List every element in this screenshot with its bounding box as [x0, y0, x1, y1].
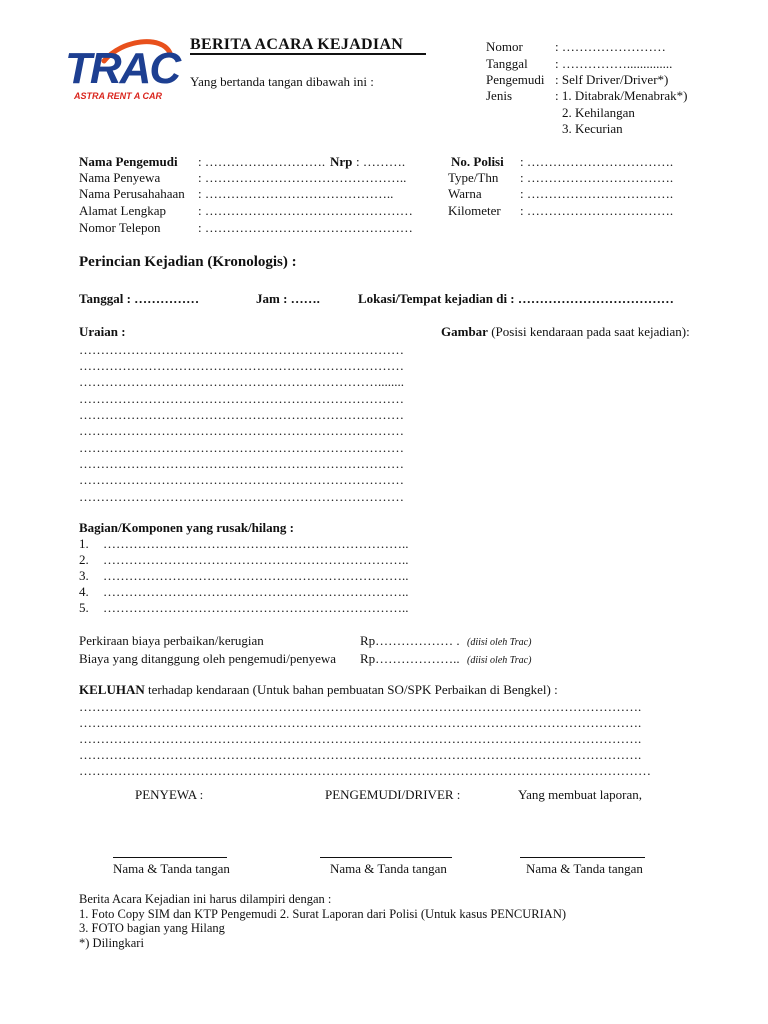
- signature-line-penyewa[interactable]: [113, 857, 227, 858]
- kilometer-label: Kilometer: [448, 203, 501, 218]
- complaint-label: KELUHAN: [79, 682, 145, 697]
- signature-caption: Nama & Tanda tangan: [526, 861, 643, 876]
- signature-role-penyewa: PENYEWA :: [135, 787, 204, 802]
- component-number: 4.: [79, 584, 89, 599]
- alamat-field[interactable]: : …………………………………………: [198, 203, 413, 218]
- no-polisi-field[interactable]: : …………………………….: [520, 154, 674, 169]
- complaint-line[interactable]: ………………………………………………………………………………………………………………….: [79, 731, 642, 746]
- no-polisi-label: No. Polisi: [451, 154, 504, 169]
- type-thn-label: Type/Thn: [448, 170, 499, 185]
- gambar-heading: [441, 324, 690, 340]
- type-thn-field[interactable]: : …………………………….: [520, 170, 674, 185]
- repair-cost-field[interactable]: Rp……………… .: [360, 633, 460, 648]
- component-line[interactable]: ……………………………………………………………..: [103, 536, 409, 551]
- footer-note: Berita Acara Kejadian ini harus dilampiri dengan :: [79, 892, 332, 906]
- logo-tagline: ASTRA RENT A CAR: [74, 91, 162, 101]
- intro-text: Yang bertanda tangan dibawah ini :: [190, 74, 374, 89]
- nama-perusahaan-label: Nama Perusahahaan: [79, 186, 185, 201]
- signature-caption: Nama & Tanda tangan: [113, 861, 230, 876]
- nama-pengemudi-label: Nama Pengemudi: [79, 154, 178, 169]
- footer-note: 1. Foto Copy SIM dan KTP Pengemudi 2. Surat Laporan dari Polisi (Untuk kasus PENCURIAN): [79, 907, 567, 921]
- incident-location-field[interactable]: Lokasi/Tempat kejadian di : ………………………………: [358, 291, 674, 306]
- meta-pengemudi-value[interactable]: : Self Driver/Driver*): [555, 72, 669, 87]
- uraian-label: Uraian :: [79, 324, 126, 339]
- nama-pengemudi-field[interactable]: : ……………………….: [198, 154, 326, 169]
- components-heading: Bagian/Komponen yang rusak/hilang :: [79, 520, 294, 535]
- signature-role-driver: PENGEMUDI/DRIVER :: [325, 787, 461, 802]
- component-line[interactable]: ……………………………………………………………..: [103, 552, 409, 567]
- complaint-line[interactable]: ………………………………………………………………………………………………………………….: [79, 699, 642, 714]
- nrp-field[interactable]: : ……….: [356, 154, 406, 169]
- repair-cost-note: (diisi oleh Trac): [467, 637, 532, 648]
- complaint-line[interactable]: ……………………………………………………………………………………………………………………: [79, 763, 651, 778]
- warna-field[interactable]: : …………………………….: [520, 186, 674, 201]
- nama-penyewa-label: Nama Penyewa: [79, 170, 161, 185]
- meta-pengemudi-label: Pengemudi: [486, 72, 545, 87]
- component-line[interactable]: ……………………………………………………………..: [103, 584, 409, 599]
- jenis-option-kecurian[interactable]: 3. Kecurian: [562, 121, 623, 136]
- jenis-option-kehilangan[interactable]: 2. Kehilangan: [562, 105, 635, 120]
- telepon-field[interactable]: : …………………………………………: [198, 220, 413, 235]
- alamat-label: Alamat Lengkap: [79, 203, 166, 218]
- meta-tanggal-value[interactable]: : ……………..............: [555, 56, 673, 71]
- component-number: 1.: [79, 536, 89, 551]
- component-number: 2.: [79, 552, 89, 567]
- signature-role-reporter: Yang membuat laporan,: [518, 787, 642, 802]
- uraian-line[interactable]: …………………………………………………………………: [79, 472, 404, 487]
- uraian-line[interactable]: …………………………………………………………………: [79, 391, 404, 406]
- chronology-heading: Perincian Kejadian (Kronologis) :: [79, 254, 297, 270]
- nama-perusahaan-field[interactable]: : ……………………………………..: [198, 186, 394, 201]
- gambar-note: (Posisi kendaraan pada saat kejadian):: [491, 324, 690, 339]
- complaint-text: terhadap kendaraan (Untuk bahan pembuatan SO/SPK Perbaikan di Bengkel) :: [147, 682, 558, 697]
- signature-line-driver[interactable]: [320, 857, 452, 858]
- meta-tanggal-label: Tanggal: [486, 56, 528, 71]
- incident-date-field[interactable]: Tanggal : ……………: [79, 291, 200, 306]
- signature-caption: Nama & Tanda tangan: [330, 861, 447, 876]
- borne-cost-label: Biaya yang ditanggung oleh pengemudi/penyewa: [79, 651, 337, 666]
- nama-penyewa-field[interactable]: : ………………………………………..: [198, 170, 407, 185]
- uraian-line[interactable]: …………………………………………………………………: [79, 423, 404, 438]
- meta-jenis-label: Jenis: [486, 88, 512, 103]
- uraian-line[interactable]: …………………………………………………………………: [79, 489, 404, 504]
- meta-nomor-label: Nomor: [486, 39, 523, 54]
- component-line[interactable]: ……………………………………………………………..: [103, 600, 409, 615]
- meta-nomor-value[interactable]: : ……………………: [555, 39, 666, 54]
- trac-logo: [62, 33, 180, 105]
- uraian-line[interactable]: …………………………………………………………………: [79, 358, 404, 373]
- logo-brand: TRAC: [65, 44, 180, 93]
- footer-note: 3. FOTO bagian yang Hilang: [79, 921, 225, 935]
- title-underline: [190, 53, 426, 55]
- nrp-label: Nrp: [330, 154, 353, 169]
- uraian-line[interactable]: …………………………………………………………………: [79, 407, 404, 422]
- uraian-line[interactable]: …………………………………………………………………: [79, 342, 404, 357]
- warna-label: Warna: [448, 186, 482, 201]
- complaint-line[interactable]: ………………………………………………………………………………………………………………….: [79, 747, 642, 762]
- footer-note: *) Dilingkari: [79, 936, 144, 950]
- uraian-line[interactable]: …………………………………………………………………: [79, 456, 404, 471]
- uraian-line[interactable]: ……………………………………………………………........: [79, 374, 404, 389]
- document-title: BERITA ACARA KEJADIAN: [190, 36, 404, 53]
- kilometer-field[interactable]: : …………………………….: [520, 203, 674, 218]
- incident-time-field[interactable]: Jam : …….: [256, 291, 320, 306]
- meta-jenis-value[interactable]: : 1. Ditabrak/Menabrak*): [555, 88, 688, 103]
- uraian-line[interactable]: …………………………………………………………………: [79, 440, 404, 455]
- component-number: 3.: [79, 568, 89, 583]
- complaint-heading: [79, 682, 558, 698]
- borne-cost-note: (diisi oleh Trac): [467, 655, 532, 666]
- telepon-label: Nomor Telepon: [79, 220, 161, 235]
- borne-cost-field[interactable]: Rp………………..: [360, 651, 460, 666]
- component-number: 5.: [79, 600, 89, 615]
- gambar-label: Gambar: [441, 324, 488, 339]
- component-line[interactable]: ……………………………………………………………..: [103, 568, 409, 583]
- signature-line-reporter[interactable]: [520, 857, 645, 858]
- repair-cost-label: Perkiraan biaya perbaikan/kerugian: [79, 633, 264, 648]
- complaint-line[interactable]: ………………………………………………………………………………………………………………….: [79, 715, 642, 730]
